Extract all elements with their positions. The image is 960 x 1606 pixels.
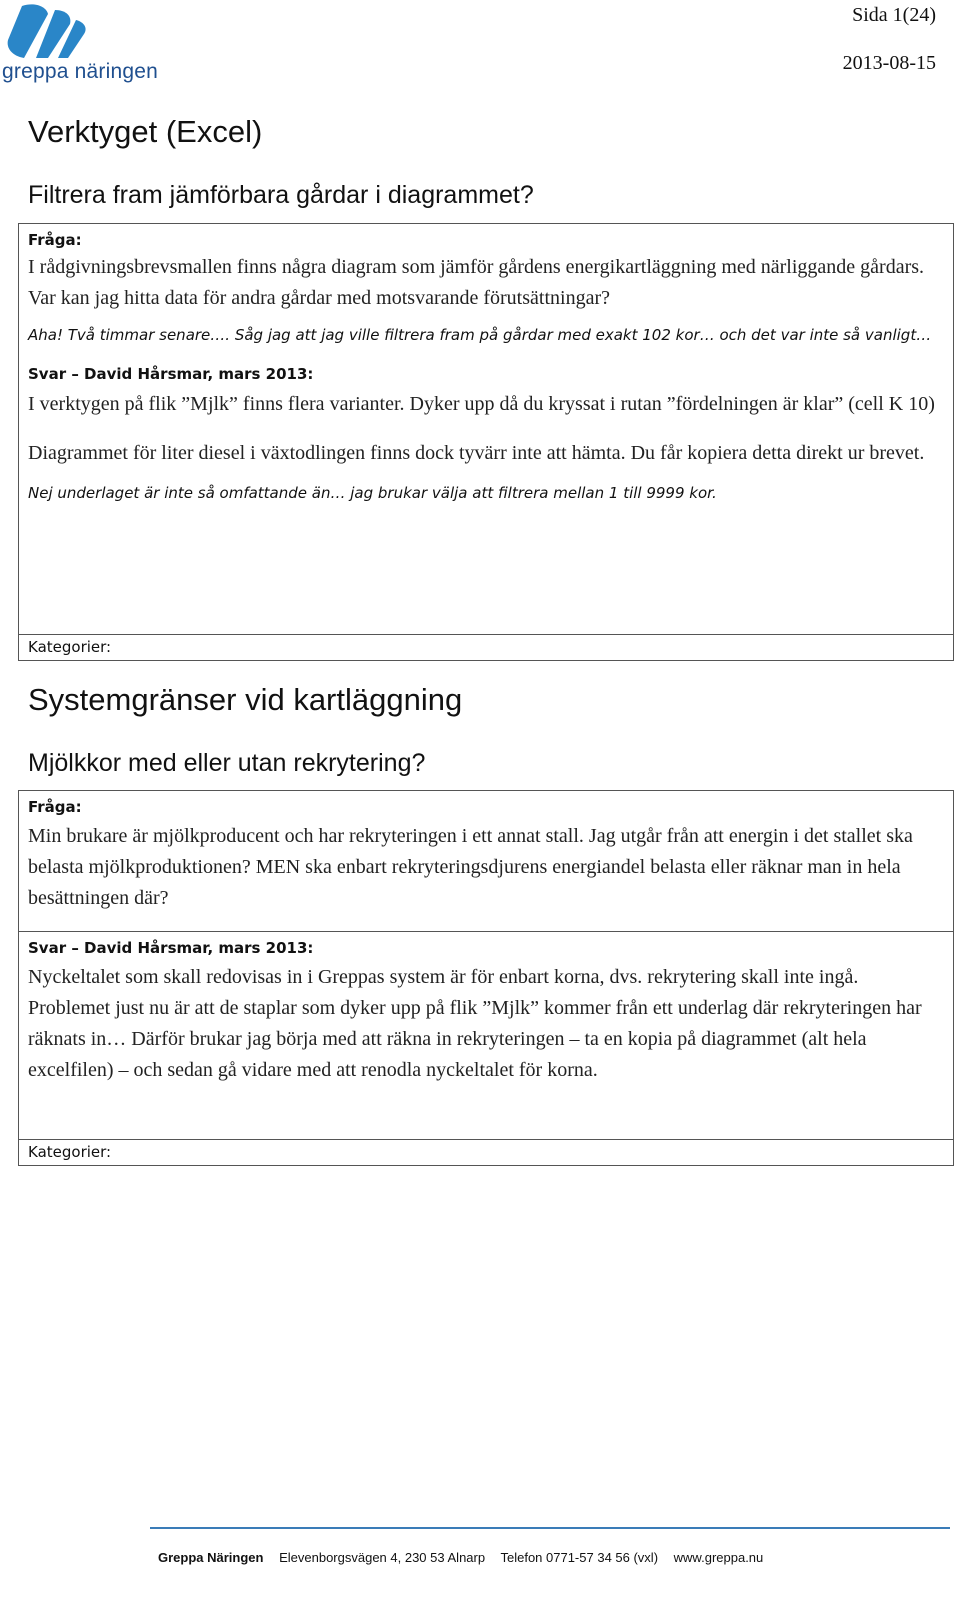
categories-label: Kategorier: [19, 1139, 953, 1165]
qa-box [18, 790, 954, 1166]
qa-content [19, 224, 953, 634]
section-title: Verktyget (Excel) [28, 114, 263, 149]
question-title: Filtrera fram jämförbara gårdar i diagrammet? [28, 181, 534, 209]
question-text: Min brukare är mjölkproducent och har rekryteringen i ett annat stall. Jag utgår från att energin i det stallet ska belasta mjölkproduktionen? MEN ska enbart rekryteringsdjurens energiandel belasta eller räknar man in hela besättningen där? [28, 825, 913, 909]
logo-mark-icon [0, 0, 120, 62]
footer-divider [150, 1527, 950, 1529]
answer-label: Svar – David Hårsmar, mars 2013: [28, 939, 314, 957]
question-note: Aha! Två timmar senare…. Såg jag att jag ville filtrera fram på gårdar med exakt 102 kor… och det var inte så vanligt… [28, 326, 932, 344]
footer-address: Elevenborgsvägen 4, 230 53 Alnarp [279, 1550, 486, 1565]
logo-text: greppa näringen [2, 60, 158, 83]
footer-phone: Telefon 0771-57 34 56 (vxl) [500, 1550, 659, 1565]
answer-content [19, 931, 953, 1139]
page-number: Sida 1(24) [852, 4, 936, 26]
section-title: Systemgränser vid kartläggning [28, 682, 463, 717]
greppa-logo [0, 0, 170, 92]
footer-website-link[interactable]: www.greppa.nu [673, 1550, 764, 1565]
question-label: Fråga: [28, 798, 82, 816]
answer-paragraph: I verktygen på flik ”Mjlk” finns flera varianter. Dyker upp då du kryssat i rutan ”fördelningen är klar” (cell K 10) [28, 393, 935, 415]
answer-label: Svar – David Hårsmar, mars 2013: [28, 365, 314, 383]
answer-note: Nej underlaget är inte så omfattande än… jag brukar välja att filtrera mellan 1 till 9999 kor. [28, 484, 717, 502]
qa-box [18, 223, 954, 661]
footer [158, 1550, 775, 1565]
footer-company: Greppa Näringen [158, 1550, 264, 1565]
question-text: I rådgivningsbrevsmallen finns några diagram som jämför gårdens energikartläggning med närliggande gårdars. Var kan jag hitta data för andra gårdar med motsvarande förutsättningar? [28, 256, 925, 309]
question-content [19, 791, 953, 931]
document-date: 2013-08-15 [842, 52, 936, 74]
question-label: Fråga: [28, 231, 82, 249]
answer-paragraph: Diagrammet för liter diesel i växtodlingen finns dock tyvärr inte att hämta. Du får kopiera detta direkt ur brevet. [28, 442, 925, 464]
answer-text: Nyckeltalet som skall redovisas in i Greppas system är för enbart korna, dvs. rekrytering skall inte ingå. Problemet just nu är att de staplar som dyker upp på flik ”Mjlk” kommer från ett underlag där rekryteringen har räknats in… Därför brukar jag börja med att räkna in rekryteringen – ta en kopia på diagrammet (alt hela excelfilen) – och sedan gå vidare med att renodla nyckeltalet för korna. [28, 966, 922, 1081]
categories-label: Kategorier: [19, 634, 953, 660]
question-title: Mjölkkor med eller utan rekrytering? [28, 749, 426, 777]
